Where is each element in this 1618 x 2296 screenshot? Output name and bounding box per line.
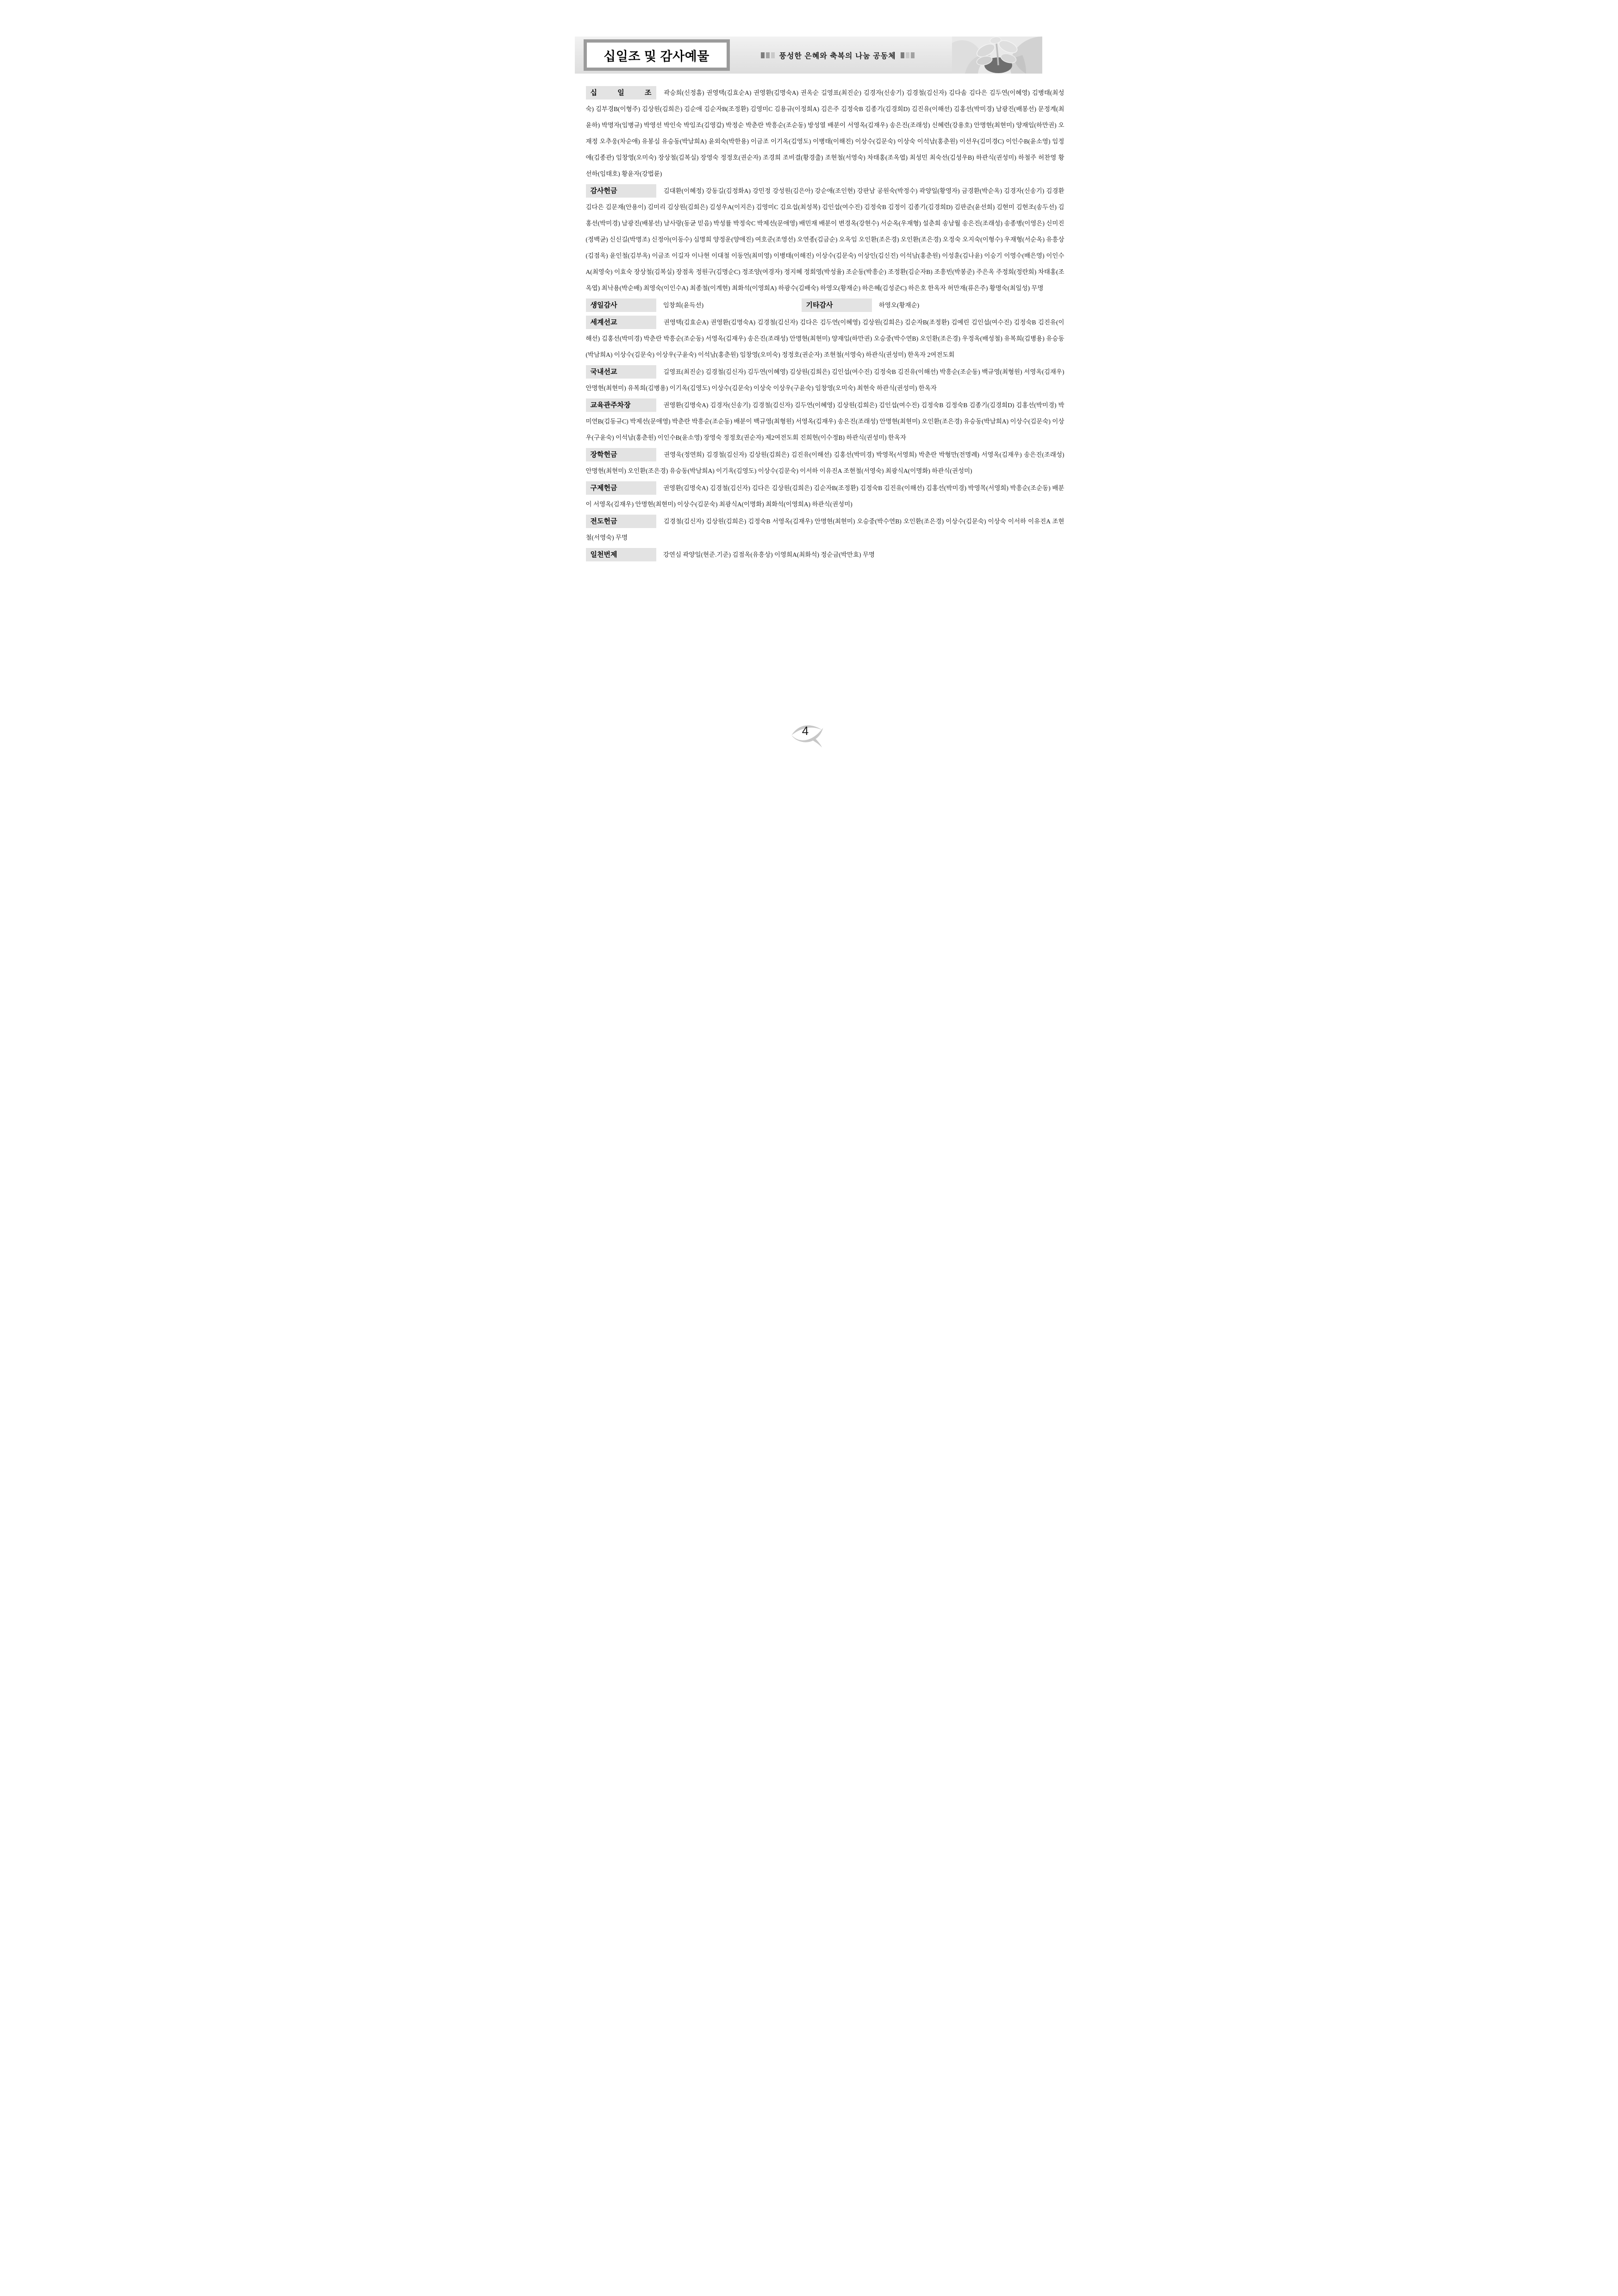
section-tithe-names: 곽승희(신정흠) 권영택(김효순A) 권영환(김명숙A) 권옥순 길영표(최진순) 김경자(신송기) 김경철(김신자) 김다솜 김다은 김두연(이혜영) 김병태(최성숙) 김부경B(이형주) 김상원(김희은) 김순애 김순자B(조정환) 김영미C 김용규(이정희A) 김은주 김정숙B 김종기(김경희D) 김진유(이해선) 김홍선(박미경) 남광진(배봉선) 문정계(최윤하) 박명자(임병규) 박영선 박인숙 박임조(김영갑) 박정순 박춘란 박흥순(조순동) 방성열 배분이 서영옥(김재우) 송은진(조래성) 신혜련(강용호) 안명현(최현미) 양재임(하만권) 오재정 오추웅(차순애) 유봉심 유승동(박남희A) 윤외숙(박한용) 이금조 이기옥(김영도) 이병태(이해진) 이상수(김문숙) 이상숙 이석남(홍춘원) 이선우(김미경C) 이인수B(윤소영) 임정애(김종관) 임창영(오미숙) 장상철(김복실) 장영숙 정정호(권순자) 조경희 조비결(황경출) 조현철(서영숙) 차태홍(조옥엽) 최성민 최숙선(김성우B) 하관식(권성미) 하철주 허찬영 황선하(임태호) 황윤자(강법륜) — [585, 89, 1064, 177]
section-other-thanks — [802, 297, 1064, 313]
slogan-right-squares-icon — [901, 52, 915, 58]
section-education-building-parking — [586, 397, 1064, 446]
section-relief-offering — [586, 480, 1064, 512]
section-scholarship-names: 권영욱(정연희) 김경철(김신자) 김상원(김희은) 김진유(이해선) 김홍선(박미경) 박영목(서영희) 박춘란 박형만(전명례) 서영옥(김재우) 송은진(조래성) 안명현(최현미) 오인환(조은경) 유승동(박남희A) 이기옥(김영도) 이상수(김문숙) 이서하 이유진A 조현철(서영숙) 최광식A(이명화) 하관식(권성미) — [585, 451, 1064, 474]
section-world-mission-names: 권영택(김효순A) 권영환(김명숙A) 김경철(김신자) 김다은 김두연(이혜영) 김상원(김희은) 김순자B(조정환) 김예린 김인섭(여수진) 김정숙B 김진유(이해선) 김홍선(박미경) 박춘란 박흥순(조순동) 서영옥(김재우) 송은진(조래성) 안명현(최현미) 양재임(하만권) 오승중(박수연B) 오인환(조은경) 우정옥(배성철) 유복희(김병용) 유승동(박남희A) 이상수(김문숙) 이상우(구윤숙) 이석남(홍춘원) 임창영(오미숙) 정정호(권순자) 조현철(서영숙) 하관식(권성미) 한옥자 2여전도회 — [585, 319, 1064, 358]
section-domestic-mission-names: 길영표(최진순) 김경철(김신자) 김두연(이혜영) 김상원(김희은) 김인섭(여수진) 김정숙B 김진유(이해선) 박흥순(조순동) 백규영(최형원) 서영옥(김재우) 안명현(최현미) 유복희(김병용) 이기옥(김영도) 이상수(김문숙) 이상숙 이상우(구윤숙) 임창영(오미숙) 최현숙 하관식(권성미) 한옥자 — [585, 368, 1064, 392]
thanks-row — [586, 297, 1064, 313]
page-title-box — [584, 39, 730, 71]
page-number-emblem — [790, 721, 828, 748]
section-birthday-thanks-names: 임창희(윤득선) — [663, 302, 704, 309]
section-domestic-mission — [586, 364, 1064, 396]
bulletin-page — [540, 0, 1079, 765]
offering-lists — [586, 85, 1064, 564]
section-thousand-offerings — [586, 547, 1064, 563]
section-tithe-label: 십 일 조 — [586, 86, 656, 100]
section-thousand-offerings-label: 일천번제 — [586, 548, 656, 561]
section-evangelism-offering — [586, 513, 1064, 546]
section-scholarship-offering — [586, 447, 1064, 479]
header-slogan — [761, 48, 915, 62]
section-tithe — [586, 85, 1064, 182]
section-domestic-mission-label: 국내선교 — [586, 365, 656, 379]
section-evangelism-label: 전도헌금 — [586, 515, 656, 528]
section-world-mission-label: 세계선교 — [586, 316, 656, 329]
section-education-building-parking-names: 권영환(김명숙A) 김경자(신송기) 김경철(김신자) 김두연(이혜영) 김상원(김희은) 김인섭(여수진) 김정숙B 김정숙B 김종기(김경희D) 김홍선(박미경) 박미연B(김동규C) 박제선(문애영) 박춘란 박흥순(조순동) 배분이 백규영(최형원) 서영옥(김재우) 송은진(조래성) 안명현(최현미) 오인환(조은경) 유승동(박남희A) 이상수(김문숙) 이상우(구윤숙) 이석남(홍춘원) 이인수B(윤소영) 장영숙 정정호(권순자) 제2여전도회 진희현(이수정B) 하관식(권성미) 한옥자 — [585, 402, 1064, 441]
page-title: 십일조 및 감사예물 — [604, 49, 709, 63]
slogan-left-squares-icon — [761, 52, 775, 58]
section-world-mission — [586, 314, 1064, 363]
section-birthday-thanks — [586, 297, 802, 313]
page-number: 4 — [802, 724, 809, 738]
hands-holding-seedling-photo — [952, 37, 1042, 74]
section-education-building-parking-label: 교육관주차장 — [586, 398, 656, 412]
section-evangelism-names: 김경철(김신자) 김상원(김희은) 김정숙B 서영옥(김재우) 안명현(최현미) 오승중(박수연B) 오인환(조은경) 이상수(김문숙) 이상숙 이서하 이유진A 조현철(서영숙) 무명 — [585, 518, 1064, 541]
section-other-thanks-names: 하영오(황재순) — [878, 302, 920, 309]
section-relief-label: 구제헌금 — [586, 481, 656, 495]
section-scholarship-label: 장학헌금 — [586, 448, 656, 461]
slogan-text: 풍성한 은혜와 축복의 나눔 공동체 — [779, 52, 896, 60]
section-relief-names: 권영환(김명숙A) 김경철(김신자) 김다은 김상원(김희은) 김순자B(조정환) 김정숙B 김진유(이해선) 김홍선(박미경) 박영목(서영희) 박흥순(조순동) 배분이 서영옥(김재우) 안명현(최현미) 이상수(김문숙) 최광식A(이명화) 최화석(이영희A) 하관식(권성미) — [585, 485, 1064, 508]
section-other-thanks-label: 기타감사 — [802, 299, 872, 312]
section-thanksgiving-label: 감사헌금 — [586, 184, 656, 198]
section-thanksgiving-offering — [586, 183, 1064, 296]
section-thousand-offerings-names: 강연심 곽양일(현준.기준) 김점옥(유흥상) 이영희A(최화석) 정순금(박만효) 무명 — [663, 551, 875, 558]
section-thanksgiving-names: 김대환(이혜정) 강동길(김정화A) 강민정 강성원(김은아) 강순애(조인현) 강판남 공원숙(박정수) 곽양일(황영자) 금경환(박순옥) 김경자(신송기) 김경환 김다은 김문재(안용이) 김미리 김상원(김희은) 김성우A(이지은) 김영미C 김요섭(최성복) 김인섭(여수진) 김정숙B 김정이 김종기(김경희D) 김판준(윤선희) 김현미 김현조(송두선) 김홍선(박미경) 남광진(배봉선) 남사랑(동균 믿음) 박성률 박정숙C 박제선(문애영) 배민재 배분이 변경옥(강현수) 서순옥(우재형) 설춘희 송남월 송은진(조래성) 송종병(이영은) 신미진(정백균) 신신길(박명조) 신정아(이동수) 심명희 양정운(양애진) 여호준(조영선) 오연종(김금순) 오옥임 오인환(조은경) 오인환(조은경) 오정숙 오지숙(이형수) 우재형(서순옥) 유흥상(김점옥) 윤인철(김부옥) 이금조 이길자 이나현 이대철 이동언(최미영) 이병태(이해진) 이상수(김문숙) 이상인(김신진) 이석남(홍춘원) 이성훈(김나윤) 이승기 이영수(배은영) 이인수A(최영숙) 이효숙 장상철(김복실) 장점옥 정원구(김명순C) 정조양(여경자) 정지혜 정회영(박성율) 조순동(박흥순) 조정환(김순자B) 조흥빈(박봉준) 주은옥 주정희(정란희) 차태홍(조옥엽) 최낙용(박순배) 최영숙(이인수A) 최종철(이계현) 최화석(이영희A) 하광수(김배숙) 하영오(황재순) 하은혜(김성준C) 하은호 한옥자 허만재(류은주) 황명숙(최일성) 무명 — [585, 187, 1064, 292]
section-birthday-thanks-label: 생일감사 — [586, 299, 656, 312]
